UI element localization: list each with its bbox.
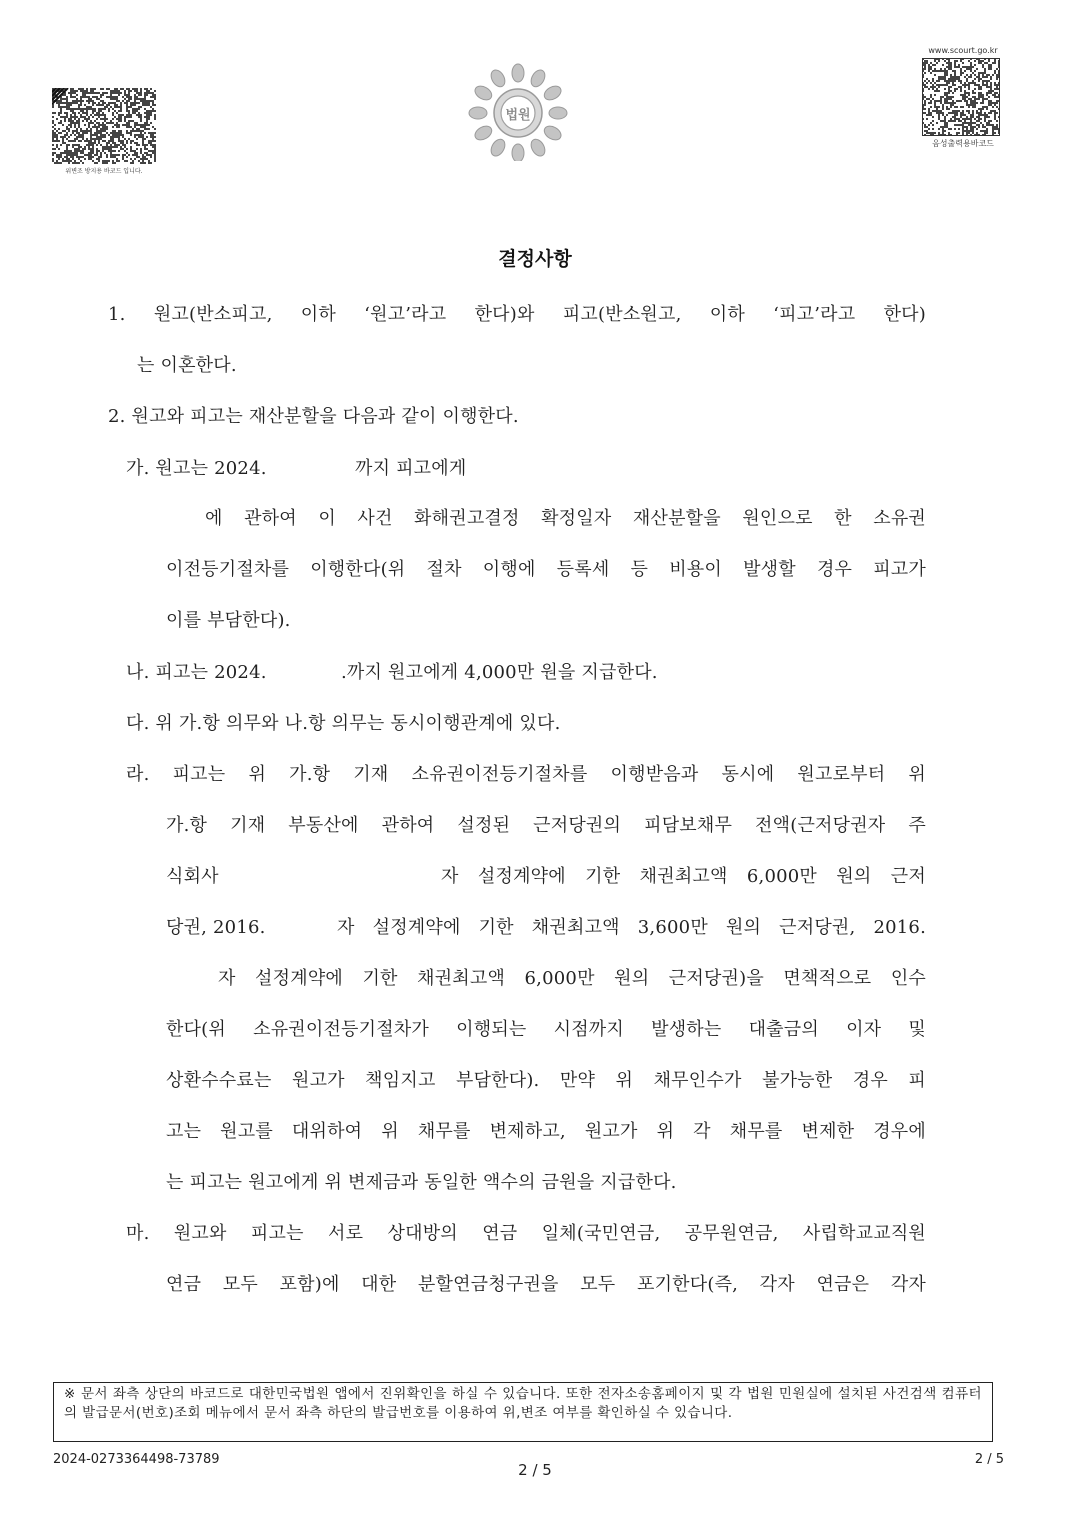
item-ga-start-cont: 까지 피고에게 [355,458,467,479]
item-ra-line-3a: 식회사 [166,866,219,887]
page-title: 결정사항 [498,248,572,270]
item-2-heading: 2. 원고와 피고는 재산분할을 다음과 같이 이행한다. [108,406,519,427]
barcode-caption: 위변조 방지용 바코드 입니다. [65,168,143,175]
qr-url: www.scourt.go.kr [928,46,998,55]
court-seal-logo [466,63,570,161]
anti-forgery-barcode [52,88,156,164]
issue-number: 2024-0273364498-73789 [53,1452,220,1467]
verification-notice: ※ 문서 좌측 상단의 바코드로 대한민국법원 앱에서 진위확인을 하실 수 있습니다. 또한 전자소송홈페이지 및 각 법원 민원실에 설치된 사건검색 컴퓨터의 발급문서(번호)조회 메뉴에서 문서 좌측 하단의 발급번호를 이용하여 위,변조 여부를 확인하실 수 있습니다. [53,1382,993,1442]
item-1-line-2: 는 이혼한다. [137,355,237,376]
seal-text: 법원 [505,108,531,123]
item-ra-line-4b: 자 설정계약에 기한 채권최고액 3,600만 원의 근저당권, 2016. [337,917,926,938]
item-ga-start: 가. 원고는 2024. [126,458,267,479]
item-ga-line-2: 에 관하여 이 사건 화해권고결정 확정일자 재산분할을 원인으로 한 소유권 [205,508,926,529]
voice-output-qr-code [922,58,1000,136]
item-na-start: 나. 피고는 2024. [126,662,267,683]
item-ra-line-5: 자 설정계약에 기한 채권최고액 6,000만 원의 근저당권)을 면책적으로 인수 [218,968,926,989]
item-ra-line-2: 가.항 기재 부동산에 관하여 설정된 근저당권의 피담보채무 전액(근저당권자 주 [166,815,926,836]
item-ra-line-8: 고는 원고를 대위하여 위 채무를 변제하고, 원고가 위 각 채무를 변제한 경우에 [166,1121,926,1142]
item-ga-line-4: 이를 부담한다). [166,610,291,631]
item-ra-line-9: 는 피고는 원고에게 위 변제금과 동일한 액수의 금원을 지급한다. [166,1172,677,1193]
page-number-right: 2 / 5 [974,1452,1004,1467]
item-ra-line-6: 한다(위 소유권이전등기절차가 이행되는 시점까지 발생하는 대출금의 이자 및 [166,1019,926,1040]
qr-caption: 음성출력용바코드 [932,139,994,148]
item-ra-line-1: 라. 피고는 위 가.항 기재 소유권이전등기절차를 이행받음과 동시에 원고로부터 위 [126,764,926,785]
item-1-line-1: 1. 원고(반소피고, 이하 ‘원고’라고 한다)와 피고(반소원고, 이하 ‘피고’라고 한다) [108,304,926,325]
item-da: 다. 위 가.항 의무와 나.항 의무는 동시이행관계에 있다. [126,713,561,734]
page-number-center: 2 / 5 [518,1461,552,1479]
item-ma-line-1: 마. 원고와 피고는 서로 상대방의 연금 일체(국민연금, 공무원연금, 사립학교교직원 [126,1223,926,1244]
item-ra-line-7: 상환수수료는 원고가 책임지고 부담한다). 만약 위 채무인수가 불가능한 경우 피 [166,1070,926,1091]
item-ma-line-2: 연금 모두 포함)에 대한 분할연금청구권을 모두 포기한다(즉, 각자 연금은 각자 [166,1274,926,1295]
item-na-cont: .까지 원고에게 4,000만 원을 지급한다. [341,662,658,683]
item-ra-line-3b: 자 설정계약에 기한 채권최고액 6,000만 원의 근저 [441,866,926,887]
item-ra-line-4a: 당권, 2016. [166,917,266,938]
item-ga-line-3: 이전등기절차를 이행한다(위 절차 이행에 등록세 등 비용이 발생할 경우 피고가 [166,559,926,580]
